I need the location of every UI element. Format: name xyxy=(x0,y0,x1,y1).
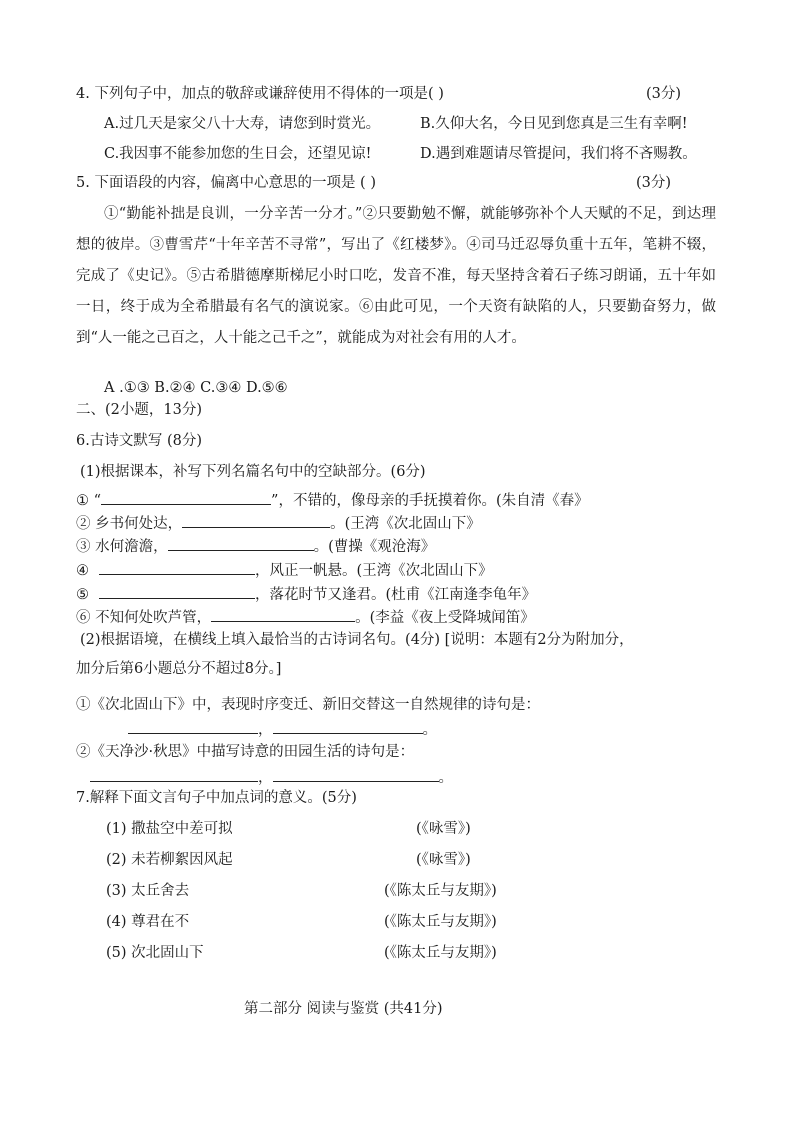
q6-blank-5[interactable] xyxy=(99,583,255,599)
q6-line-5 xyxy=(76,583,536,605)
q6-part2-instruction: (2)根据语境，在横线上填入最恰当的古诗词名句。(4分) [说明：本题有2分为附加分， xyxy=(80,632,634,648)
q4-option-a: A.过几天是家父八十大寿，请您到时赏光。 xyxy=(104,116,381,132)
q7-item-1: (1) 撒盐空中差可拟 xyxy=(106,821,233,837)
q6-line-4-prefix: ④ xyxy=(76,563,89,579)
q4-option-c: C.我因事不能参加您的生日会，还望见谅! xyxy=(104,146,372,162)
q6-line-1-prefix: ① “ xyxy=(76,493,102,509)
q7-title: 7.解释下面文言句子中加点词的意义。(5分) xyxy=(76,790,357,806)
period: 。 xyxy=(438,770,453,786)
q6-blank-1[interactable] xyxy=(101,489,271,505)
section-2-heading: 二、(2小题，13分) xyxy=(76,402,202,418)
q6-context-1-blank-b[interactable] xyxy=(273,718,423,734)
q6-line-3-prefix: ③ 水何澹澹， xyxy=(76,539,168,555)
q6-line-6-prefix: ⑥ 不知何处吹芦管， xyxy=(76,610,212,626)
q6-blank-3[interactable] xyxy=(168,535,314,551)
q6-line-3-suffix: 。(曹操《观沧海》 xyxy=(313,539,436,555)
q7-item-4-source: (《陈太丘与友期》) xyxy=(384,914,497,930)
q6-line-6 xyxy=(76,606,535,628)
q7-item-3-source: (《陈太丘与友期》) xyxy=(384,883,497,899)
q6-part2-note: 加分后第6小题总分不超过8分。] xyxy=(76,661,282,677)
comma: ， xyxy=(258,722,273,738)
q6-context-1: ①《次北固山下》中，表现时序变迁、新旧交替这一自然规律的诗句是： xyxy=(76,697,540,713)
q7-item-1-source: (《咏雪》) xyxy=(416,821,471,837)
q4-stem: 4. 下列句子中，加点的敬辞或谦辞使用不得体的一项是( ) xyxy=(76,86,444,102)
q6-blank-4[interactable] xyxy=(99,559,255,575)
q6-blank-6[interactable] xyxy=(211,606,355,622)
q5-passage: ①“勤能补拙是良训，一分辛苦一分才。”②只要勤勉不懈，就能够弥补个人天赋的不足，到达理想的彼岸。③曹雪芹“十年辛苦不寻常”，写出了《红楼梦》。④司马迁忍辱负重十五年，笔耕不辍，完成了《史记》。⑤古希腊德摩斯梯尼小时口吃，发音不准，每天坚持含着石子练习朗诵，五十年如一日，终于成为全希腊最有名气的演说家。⑥由此可见，一个天资有缺陷的人，只要勤奋努力，做到“人一能之己百之，人十能之己千之”，就能成为对社会有用的人才。 xyxy=(76,206,716,346)
q6-line-3 xyxy=(76,535,435,557)
q6-context-2-blank-a[interactable] xyxy=(90,766,258,782)
q7-item-5: (5) 次北固山下 xyxy=(106,945,204,961)
q7-item-4: (4) 尊君在不 xyxy=(106,914,190,930)
q6-context-1-answer xyxy=(128,718,437,740)
q6-blank-2[interactable] xyxy=(182,512,330,528)
q6-title: 6.古诗文默写 (8分) xyxy=(76,433,202,449)
q6-context-2-blank-b[interactable] xyxy=(273,766,439,782)
q6-part1-instruction: (1)根据课本，补写下列名篇名句中的空缺部分。(6分) xyxy=(80,464,426,480)
q4-option-d: D.遇到难题请尽管提问，我们将不吝赐教。 xyxy=(420,146,697,162)
q6-line-1 xyxy=(76,489,589,511)
q6-line-2-prefix: ② 乡书何处达， xyxy=(76,516,183,532)
q6-line-2 xyxy=(76,512,481,534)
q4-score: (3分) xyxy=(646,86,682,102)
q7-item-3: (3) 太丘舍去 xyxy=(106,883,190,899)
q5-options: A .①③ B.②④ C.③④ D.⑤⑥ xyxy=(104,380,288,396)
part-2-heading: 第二部分 阅读与鉴赏 (共41分) xyxy=(244,1001,443,1017)
q5-stem: 5. 下面语段的内容，偏离中心意思的一项是 ( ) xyxy=(76,175,376,191)
q6-line-1-suffix: ”，不错的，像母亲的手抚摸着你。(朱自清《春》 xyxy=(271,493,589,509)
q7-item-2-source: (《咏雪》) xyxy=(416,852,471,868)
q6-line-2-suffix: 。(王湾《次北固山下》 xyxy=(330,516,481,532)
q5-score: (3分) xyxy=(636,175,672,191)
q6-line-5-prefix: ⑤ xyxy=(76,587,89,603)
q7-item-2: (2) 未若柳絮因风起 xyxy=(106,852,233,868)
q6-line-5-suffix: ，落花时节又逢君。(杜甫《江南逢李龟年》 xyxy=(255,587,537,603)
q4-option-b: B.久仰大名，今日见到您真是三生有幸啊! xyxy=(420,116,688,132)
q6-context-2: ②《天净沙·秋思》中描写诗意的田园生活的诗句是： xyxy=(76,744,415,760)
q6-line-4-suffix: ，风正一帆悬。(王湾《次北固山下》 xyxy=(255,563,493,579)
q7-item-5-source: (《陈太丘与友期》) xyxy=(384,945,497,961)
q6-line-6-suffix: 。(李益《夜上受降城闻笛》 xyxy=(355,610,535,626)
period: 。 xyxy=(422,722,437,738)
q6-line-4 xyxy=(76,559,493,581)
q6-context-2-answer xyxy=(90,766,453,788)
q6-context-1-blank-a[interactable] xyxy=(128,718,258,734)
comma: ， xyxy=(258,770,273,786)
